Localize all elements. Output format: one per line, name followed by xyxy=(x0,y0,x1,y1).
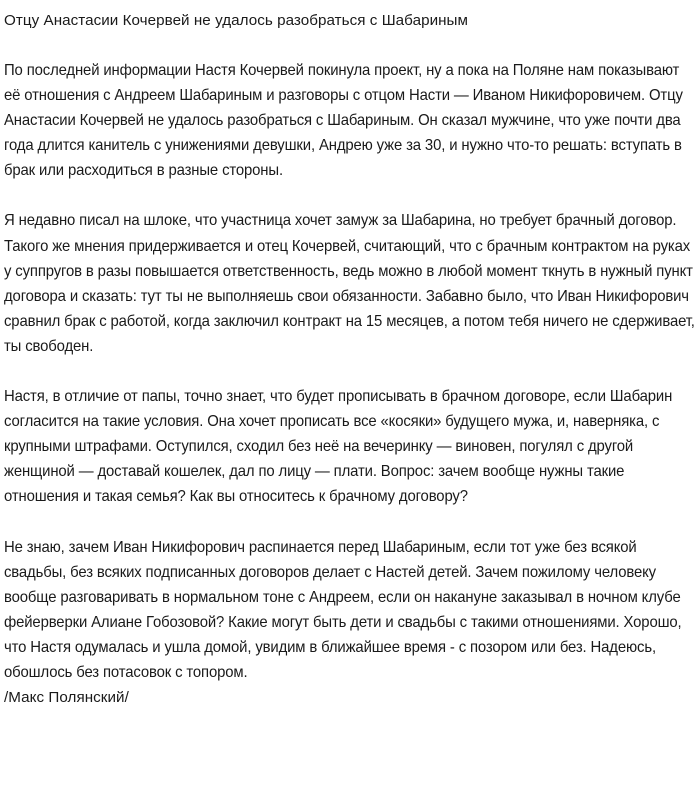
article-paragraph: Не знаю, зачем Иван Никифорович распинается перед Шабариным, если тот уже без всякой свадьбы, без всяких подписанных договоров делает с Настей детей. Зачем пожилому человеку вообще разговаривать в нормальном тоне с Андреем, если он накануне заказывал в ночном клубе фейерверки Алиане Гобозовой? Какие могут быть дети и свадьбы с такими отношениями. Хорошо, что Настя одумалась и ушла домой, увидим в ближайшее время - с позором или без. Надеюсь, обошлось без потасовок с топором. xyxy=(4,537,682,681)
article-signature: /Макс Полянский/ xyxy=(4,689,129,707)
page-title: Отцу Анастасии Кочервей не удалось разобраться с Шабариным xyxy=(4,12,468,29)
article-paragraph: По последней информации Настя Кочервей покинула проект, ну а пока на Поляне нам показывают её отношения с Андреем Шабариным и разговоры с отцом Насти — Иваном Никифоровичем. Отцу Анастасии Кочервей не удалось разобраться с Шабариным. Он сказал мужчине, что уже почти два года длится канитель с унижениями девушки, Андрею уже за 30, и нужно что-то решать: вступать в брак или расходиться в разные стороны. xyxy=(4,61,683,180)
article-paragraph: Я недавно писал на шлоке, что участница хочет замуж за Шабарина, но требует брачный договор. Такого же мнения придерживается и отец Кочервей, считающий, что с брачным контрактом на руках у суппругов в разы повышается ответственность, ведь можно в любой момент ткнуть в нужный пункт договора и сказать: тут ты не выполняешь свои обязанности. Забавно было, что Иван Никифорович сравнил брак с работой, когда заключил контракт на 15 месяцев, а потом тебя ничего не сдерживает, ты свободен. xyxy=(4,211,695,355)
article-paragraph: Настя, в отличие от папы, точно знает, что будет прописывать в брачном договоре, если Шабарин согласится на такие условия. Она хочет прописать все «косяки» будущего мужа, и, наверняка, с крупными штрафами. Оступился, сходил без неё на вечеринку — виновен, погулял с другой женщиной — доставай кошелек, дал по лицу — плати. Вопрос: зачем вообще нужны такие отношения и такая семья? Как вы относитесь к брачному договору? xyxy=(4,387,673,506)
